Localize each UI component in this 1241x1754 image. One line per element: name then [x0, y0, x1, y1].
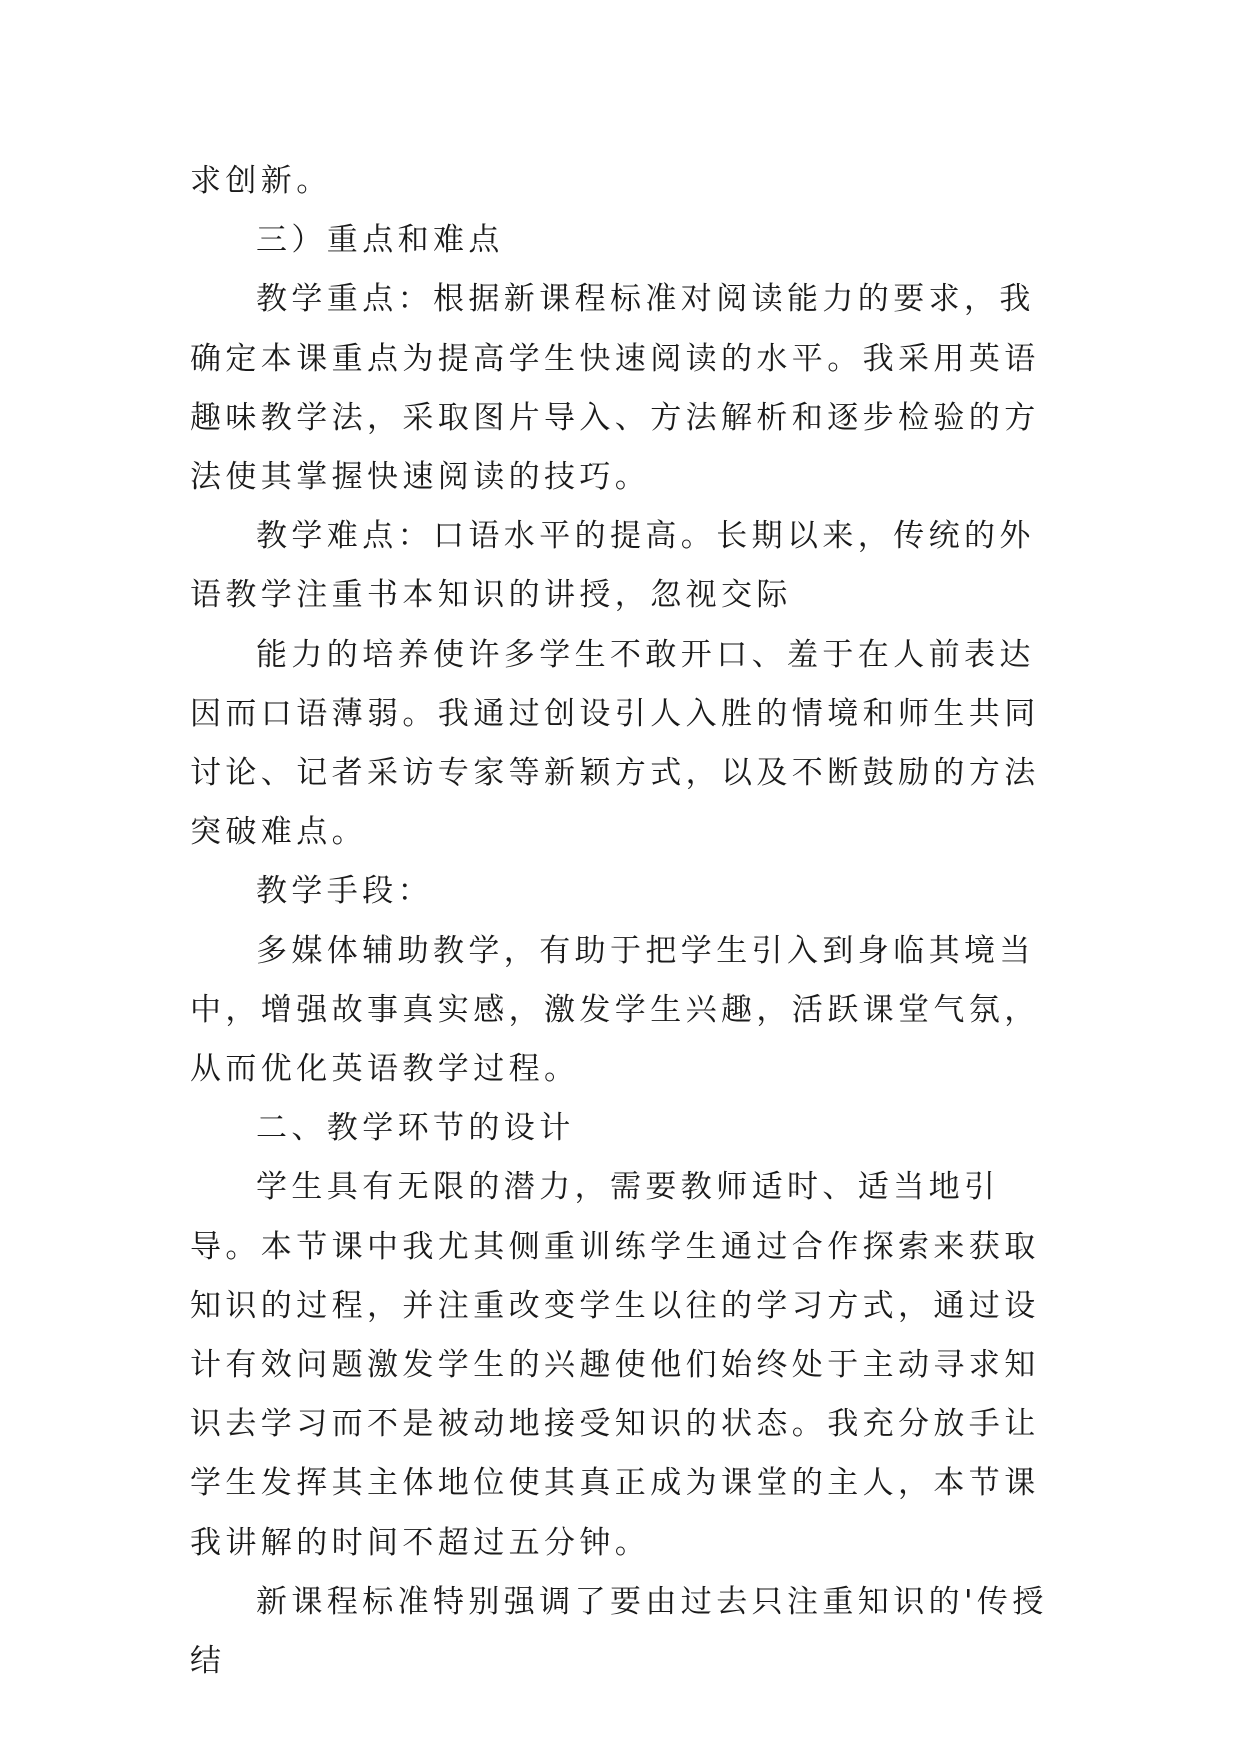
document-body [190, 152, 1060, 1691]
section-heading: 二、教学环节的设计 [256, 1110, 575, 1147]
paragraph: 多媒体辅助教学，有助于把学生引入到身临其境当中，增强故事真实感，激发学生兴趣，活跃课堂气氛，从而优化英语教学过程。 [190, 932, 1040, 1088]
paragraph: 求创新。 [190, 163, 332, 199]
section-heading: 教学手段： [256, 873, 433, 910]
paragraph: 教学重点：根据新课程标准对阅读能力的要求，我确定本课重点为提高学生快速阅读的水平。我采用英语趣味教学法，采取图片导入、方法解析和逐步检验的方法使其掌握快速阅读的技巧。 [190, 281, 1040, 496]
paragraph: 能力的培养使许多学生不敢开口、羞于在人前表达因而口语薄弱。我通过创设引人入胜的情境和师生共同讨论、记者采访专家等新颖方式，以及不断鼓励的方法突破难点。 [190, 636, 1040, 851]
paragraph: 学生具有无限的潜力，需要教师适时、适当地引导。本节课中我尤其侧重训练学生通过合作探索来获取知识的过程，并注重改变学生以往的学习方式，通过设计有效问题激发学生的兴趣使他们始终处于主动寻求知识去学习而不是被动地接受知识的状态。我充分放手让学生发挥其主体地位使其真正成为课堂的主人，本节课我讲解的时间不超过五分钟。 [190, 1169, 1040, 1561]
paragraph: 新课程标准特别强调了要由过去只注重知识的'传授结 [190, 1583, 1048, 1680]
section-heading: 三）重点和难点 [256, 222, 504, 259]
paragraph: 教学难点：口语水平的提高。长期以来，传统的外语教学注重书本知识的讲授，忽视交际 [190, 518, 1035, 614]
